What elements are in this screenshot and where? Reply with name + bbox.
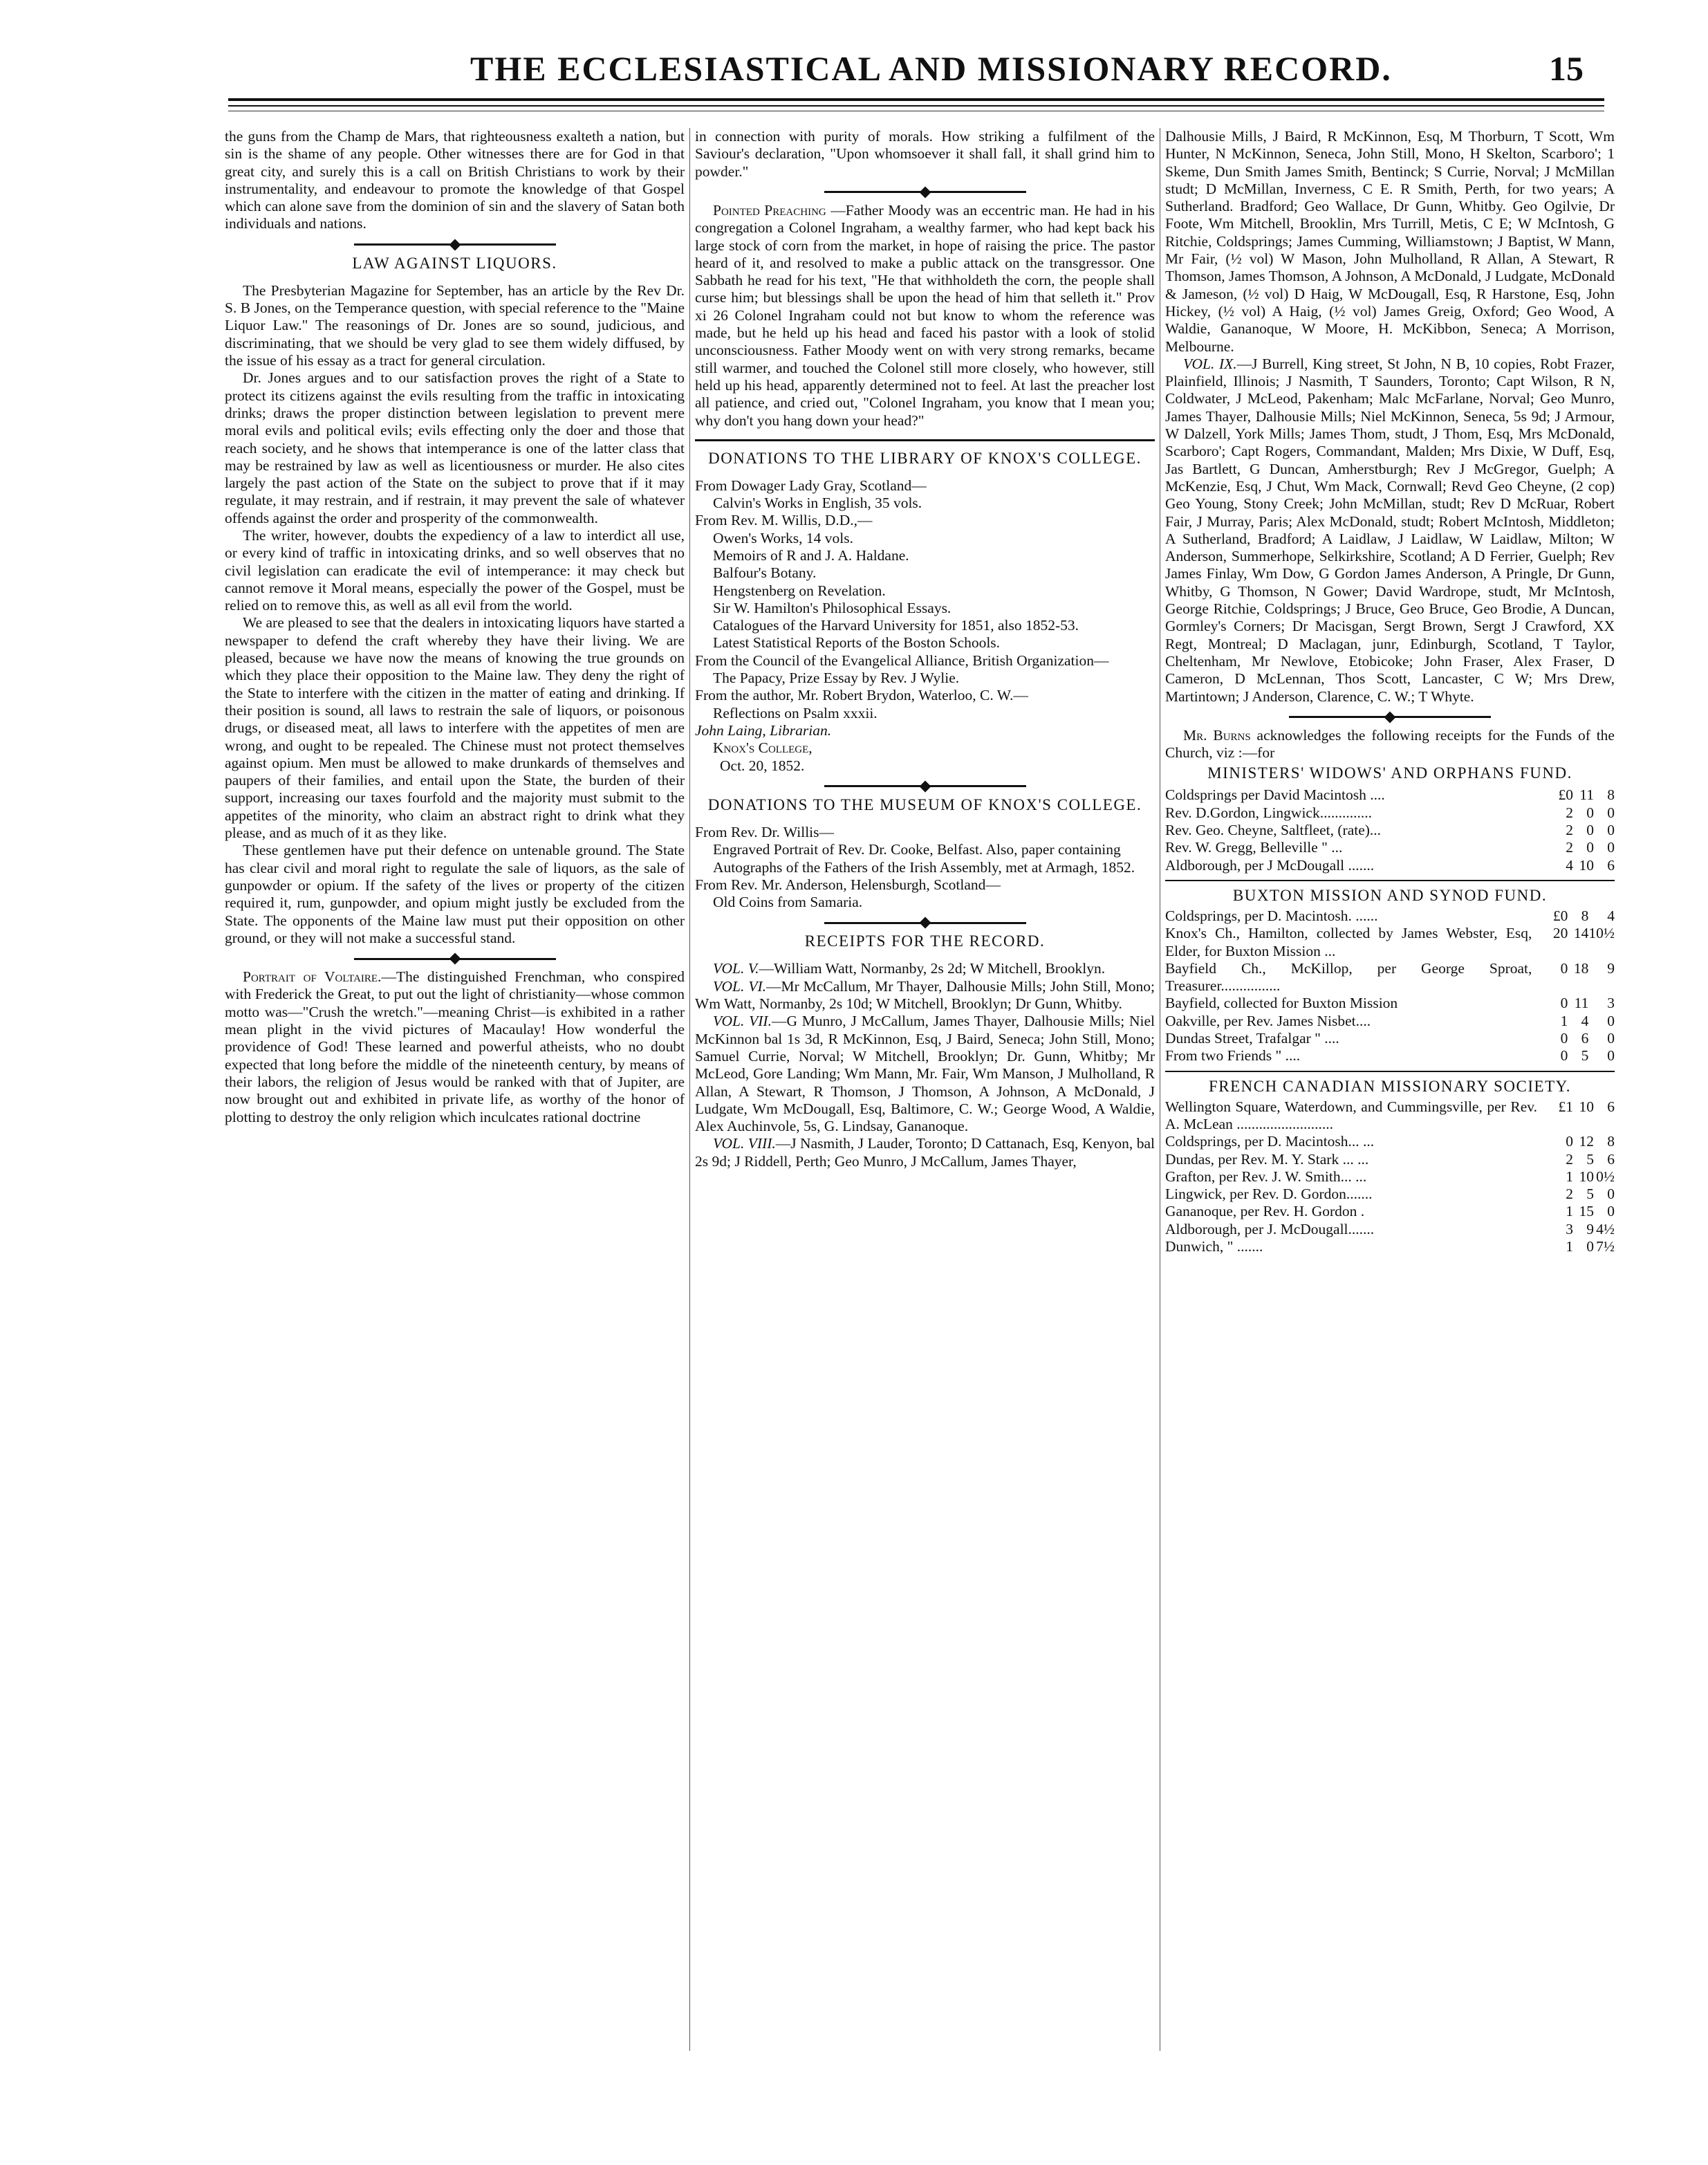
receipt-pounds: £1 <box>1558 1098 1573 1115</box>
ornament-divider <box>695 782 1155 791</box>
receipt-pence: 6 <box>1607 856 1615 874</box>
receipt-pounds: £0 <box>1552 907 1568 924</box>
receipt-shillings: 10 <box>1579 856 1594 874</box>
paragraph: Dr. Jones argues and to our satisfaction proves the right of a State to protect its citizens against the evils resulting from the traffic in intoxicating drinks; draws the proper distinction between legislation to prevent mere moral evils and political evils; evils effecting only the doer and those that reach society, and he shows that intemperance is one of the latter class that may be restrained by law as well as licentiousness or murder. He also cites largely the past action of the State on the subject to prove that if it may regulate, it may restrain, and if restrain, it may prevent the sale of whatever offends against the order and prosperity of the commonwealth. <box>225 369 685 526</box>
paragraph: The writer, however, doubts the expediency of a law to interdict all use, or every kind of traffic in intoxicating drinks, and so well observes that no civil legislation can eradicate the evil of intemperance: it may check but cannot remove it Moral means, especially the power of the Gospel, must be relied on to remove this, as well as all evil from the world. <box>225 527 685 614</box>
receipt-shillings: 5 <box>1581 1047 1589 1065</box>
museum-donations <box>695 824 1155 911</box>
receipt-pounds: 0 <box>1560 1030 1568 1047</box>
section-heading-widows: MINISTERS' WIDOWS' AND ORPHANS FUND. <box>1207 764 1572 782</box>
donation-item: Latest Statistical Reports of the Boston Schools. <box>713 634 1001 652</box>
receipt-pence: 3 <box>1607 995 1615 1012</box>
receipts-vol5 <box>695 960 1155 977</box>
receipt-pounds: 4 <box>1566 856 1573 874</box>
voltaire-heading: Portrait of Voltaire. <box>243 968 382 986</box>
moody-heading: Pointed Preaching <box>713 201 826 219</box>
receipt-pence: 10½ <box>1588 925 1615 942</box>
receipt-pence: 9 <box>1607 959 1615 977</box>
receipt-name: Bayfield Ch., McKillop, per George Sproat, Treasurer................ <box>1165 959 1532 995</box>
receipt-row <box>1165 857 1615 874</box>
receipt-pounds: 1 <box>1566 1168 1573 1185</box>
receipt-shillings: 8 <box>1581 907 1589 924</box>
receipt-shillings: 4 <box>1581 1012 1589 1029</box>
section-rule <box>1165 1071 1615 1072</box>
receipt-row <box>1165 1238 1615 1255</box>
column-divider <box>689 128 690 2051</box>
receipt-pence: 0 <box>1607 1047 1615 1065</box>
librarian-signature: John Laing, Librarian. <box>695 721 832 739</box>
column-left <box>225 128 685 2051</box>
receipt-pounds: 2 <box>1566 1150 1573 1168</box>
receipts-vol6 <box>695 978 1155 1013</box>
receipt-row <box>1165 1030 1615 1047</box>
receipt-pounds: 1 <box>1560 1012 1568 1029</box>
ornament-divider <box>695 187 1155 196</box>
receipt-pounds: 20 <box>1552 925 1568 942</box>
receipt-name: Lingwick, per Rev. D. Gordon....... <box>1165 1186 1373 1203</box>
moody-paragraph <box>695 202 1155 430</box>
receipt-name: Oakville, per Rev. James Nisbet.... <box>1165 1012 1371 1029</box>
burns-text: acknowledges the following receipts for the Funds of the Church, viz :—for <box>1165 726 1615 762</box>
receipt-row <box>1165 1221 1615 1238</box>
section-heading-library: DONATIONS TO THE LIBRARY OF KNOX'S COLLEGE. <box>708 449 1142 467</box>
donation-item: The Papacy, Prize Essay by Rev. J Wylie. <box>713 670 960 687</box>
receipt-pence: 6 <box>1607 1098 1615 1115</box>
vol-text: —William Watt, Normanby, 2s 2d; W Mitchell, Brooklyn. <box>759 960 1106 977</box>
ornament-divider <box>695 918 1155 927</box>
receipt-pence: 0 <box>1607 1012 1615 1029</box>
vol-text: —J Nasmith, J Lauder, Toronto; D Cattanach, Esq, Kenyon, bal 2s 9d; J Riddell, Perth; Geo Munro, J McCallum, James Thayer, <box>695 1135 1155 1170</box>
receipt-row <box>1165 960 1615 995</box>
vol-label: VOL. VII. <box>713 1013 772 1030</box>
receipt-pence: 4½ <box>1596 1220 1615 1237</box>
donation-item: Hengstenberg on Revelation. <box>713 582 886 599</box>
donor-line: From Rev. Mr. Anderson, Helensburgh, Scotland— <box>695 876 1001 893</box>
receipt-pence: 0 <box>1607 1186 1615 1203</box>
receipt-row <box>1165 822 1615 839</box>
receipt-name: Dunwich, " ....... <box>1165 1237 1263 1255</box>
buxton-fund-table <box>1165 908 1615 1065</box>
receipt-pounds: 0 <box>1560 1047 1568 1065</box>
receipt-shillings: 10 <box>1579 1098 1594 1115</box>
donation-item: Calvin's Works in English, 35 vols. <box>713 495 922 512</box>
receipt-row <box>1165 908 1615 925</box>
receipt-pence: 8 <box>1607 1133 1615 1150</box>
receipt-name: Wellington Square, Waterdown, and Cummingsville, per Rev. A. McLean .......................... <box>1165 1098 1537 1132</box>
receipt-row <box>1165 1203 1615 1220</box>
receipts-vol9 <box>1165 356 1615 706</box>
receipt-shillings: 14 <box>1573 925 1589 942</box>
vol-label: VOL. V. <box>713 960 759 977</box>
dateline-date: Oct. 20, 1852. <box>720 757 805 774</box>
receipt-name: Rev. Geo. Cheyne, Saltfleet, (rate)... <box>1165 822 1382 839</box>
receipt-row <box>1165 804 1615 822</box>
header-rule <box>228 98 1604 101</box>
receipt-name: Aldborough, per J. McDougall....... <box>1165 1220 1375 1237</box>
receipt-pounds: 3 <box>1566 1220 1573 1237</box>
receipt-row <box>1165 1098 1615 1134</box>
receipt-pence: 0 <box>1607 839 1615 856</box>
vol-label: VOL. IX. <box>1183 355 1237 372</box>
paragraph: We are pleased to see that the dealers in intoxicating liquors have started a newspaper to defend the craft whereby they have their living. We are pleased, because we have now the means of knowing the true grounds on which they place their opposition to the Maine law. They deny the right of the State to interfere with the citizen in the matter of eating and drinking. If their position is sound, all laws to restrain the sale of liquors, or poisonous drugs, or diseased meat, all laws to interfere with the appetites of men are wrong, and ought to be repealed. The Chinese must not protect themselves against opium. Men must be allowed to make drunkards of themselves and paupers of their families, and entail upon the State, the burden of their support, increasing our taxes fourfold and the majority must submit to the appetites of the minority, who claim an abstract right to drink what they please, and as much of it as they like. <box>225 614 685 842</box>
donor-line: From the author, Mr. Robert Brydon, Waterloo, C. W.— <box>695 687 1028 704</box>
receipt-pounds: 2 <box>1566 804 1573 821</box>
receipt-pounds: 1 <box>1566 1237 1573 1255</box>
receipts-vol8 <box>695 1135 1155 1170</box>
section-heading-liquors: LAW AGAINST LIQUORS. <box>352 254 557 272</box>
section-heading-french: FRENCH CANADIAN MISSIONARY SOCIETY. <box>1208 1077 1572 1095</box>
vol-label: VOL. VI. <box>713 977 767 995</box>
page-title: THE ECCLESIASTICAL AND MISSIONARY RECORD. <box>470 49 1392 88</box>
receipt-name: From two Friends " .... <box>1165 1047 1301 1065</box>
vol-label: VOL. VIII. <box>713 1135 776 1152</box>
donation-item: Catalogues of the Harvard University for 1851, also 1852-53. <box>713 617 1079 634</box>
moody-text: —Father Moody was an eccentric man. He had in his congregation a Colonel Ingraham, a wealthy farmer, who had kept back his large stock of corn from the market, in hope of raising the price. The pastor heard of it, and resolved to make a public attack on the transgressor. One Sabbath he read for his text, "He that withholdeth the corn, the people shall curse him; but blessings shall be upon the head of him that selleth it." Prov xi 26 Colonel Ingraham could not but know to whom the reference was made, but he held up his head and faced his pastor with a look of stolid unconsciousness. Father Moody went on with very strong remarks, became still warmer, and touched the Colonel still more closely, who however, still held up his head, apparently determined not to feel. At last the preacher lost all patience, and cried out, "Colonel Ingraham, you know that I mean you; why don't you hang down your head?" <box>695 201 1155 429</box>
receipt-shillings: 0 <box>1586 1237 1594 1255</box>
donation-item: Old Coins from Samaria. <box>713 894 863 911</box>
receipt-name: Gananoque, per Rev. H. Gordon . <box>1165 1203 1365 1220</box>
receipt-shillings: 11 <box>1574 995 1589 1012</box>
receipt-pence: 6 <box>1607 1150 1615 1168</box>
receipt-name: Dundas, per Rev. M. Y. Stark ... ... <box>1165 1150 1369 1168</box>
voltaire-paragraph <box>225 968 685 1126</box>
receipt-name: Grafton, per Rev. J. W. Smith... ... <box>1165 1168 1367 1185</box>
section-rule <box>695 439 1155 441</box>
receipt-pence: 7½ <box>1596 1237 1615 1255</box>
receipt-name: Knox's Ch., Hamilton, collected by James Webster, Esq, Elder, for Buxton Mission ... <box>1165 925 1532 959</box>
receipt-name: Rev. W. Gregg, Belleville " ... <box>1165 839 1343 856</box>
receipt-pounds: 2 <box>1566 1186 1573 1203</box>
burns-acknowledgement <box>1165 727 1615 762</box>
section-rule <box>1165 880 1615 881</box>
receipt-name: Coldsprings, per D. Macintosh. ...... <box>1165 907 1378 924</box>
page-header <box>207 48 1584 97</box>
receipt-row <box>1165 1133 1615 1150</box>
receipt-name: Coldsprings, per D. Macintosh... ... <box>1165 1133 1375 1150</box>
section-heading-receipts: RECEIPTS FOR THE RECORD. <box>804 932 1046 950</box>
receipt-pounds: £0 <box>1558 786 1573 804</box>
receipt-row <box>1165 839 1615 856</box>
receipt-shillings: 0 <box>1586 804 1594 821</box>
receipt-pence: 4 <box>1607 907 1615 924</box>
widows-fund-table <box>1165 786 1615 874</box>
vol-text: —G Munro, J McCallum, James Thayer, Dalhousie Mills; Niel McKinnon bal 1s 3d, R McKinnon, Esq, J Baird, Seneca; John Still, Mono; Samuel Currie, Norval; W Mitchell, Brooklyn; Dr. Gunn, Whitby; Mr McLeod, Gore Landing; Wm Mann, Mr. Fair, Wm Manson, J Mulholland, R Allan, A Stewart, R Thomson, J Thomson, A Johnson, A McDonald, J Ludgate, Wm McDougall, Esq, Baltimore, C. W.; George Wood, A Waldie, Alex Auchinvole, 5s, G. Lindsay, Gananoque. <box>695 1013 1155 1135</box>
receipt-shillings: 9 <box>1586 1220 1594 1237</box>
page-number: 15 <box>1549 49 1584 88</box>
receipt-pence: 0 <box>1607 1203 1615 1220</box>
receipt-pounds: 0 <box>1560 959 1568 977</box>
receipt-shillings: 0 <box>1586 822 1594 839</box>
receipt-name: Rev. D.Gordon, Lingwick.............. <box>1165 804 1372 821</box>
receipt-shillings: 5 <box>1586 1186 1594 1203</box>
paragraph: These gentlemen have put their defence on untenable ground. The State has clear civil and moral right to regulate the sale of liquors, as the sale of gunpowder or opium. If the safety of the lives or property of the citizen required it, rum, gunpowder, and opium might justly be excluded from the State. The opponents of the Maine law must put their opposition on other ground, or they will not make a successful stand. <box>225 842 685 946</box>
library-donations <box>695 477 1155 775</box>
donation-item: Balfour's Botany. <box>713 564 817 582</box>
header-rule-double <box>228 105 1604 107</box>
receipt-shillings: 10 <box>1579 1168 1594 1185</box>
receipt-shillings: 5 <box>1586 1150 1594 1168</box>
receipt-pence: 0 <box>1607 804 1615 821</box>
donation-item: Owen's Works, 14 vols. <box>713 529 854 546</box>
receipt-shillings: 11 <box>1579 786 1594 804</box>
receipt-row <box>1165 786 1615 804</box>
receipt-row <box>1165 1151 1615 1168</box>
receipt-pence: 0½ <box>1596 1168 1615 1185</box>
receipt-row <box>1165 1186 1615 1203</box>
receipts-vol7 <box>695 1013 1155 1135</box>
donor-line: From Rev. M. Willis, D.D.,— <box>695 512 873 529</box>
dateline-place: Knox's College, <box>713 739 813 757</box>
receipts-continued: Dalhousie Mills, J Baird, R McKinnon, Esq, M Thorburn, T Scott, Wm Hunter, N McKinnon, Seneca, John Still, Mono, H Skelton, Scarboro'; 1 Skeme, Dun Smith James Smith, Bentinck; S Currie, Norval; J McMillan studt; D McMillan, Inverness, C E. R Smith, Perth, for two years; A Sutherland. Bradford; Geo Wallace, Dr Gunn, Whitby. Geo Ogilvie, Dr Foote, Wm Mitchell, Brooklin, Mrs Turrill, Metis, C E; W McIntosh, G Ritchie, Coldsprings; James Cumming, Williamstown; J Baptist, W Mann, Mr Fair, (½ vol) W Mason, John Mulholland, R Allan, A Stewart, R Thomson, James Thomson, A Johnson, A McDonald, J Ludgate, McDonald & Jameson, (½ vol) D Haig, W McDougall, Esq, R Harstone, Esq, John Hickey, (½ vol) A Haig, (½ vol) James Greig, Oxford; Geo Wood, A Waldie, Gananoque, W Moore, H. McKibbon, Seneca; A Morrison, Melbourne. <box>1165 128 1615 355</box>
donor-line: From Dowager Lady Gray, Scotland— <box>695 477 927 494</box>
receipt-name: Dundas Street, Trafalgar " .... <box>1165 1030 1339 1047</box>
vol-text: —Mr McCallum, Mr Thayer, Dalhousie Mills; John Still, Mono; Wm Watt, Normanby, 2s 10d; W Mitchell, Brooklyn; Dr Gunn, Whitby. <box>695 977 1155 1013</box>
donation-item: Engraved Portrait of Rev. Dr. Cooke, Belfast. Also, paper containing Autographs of the Fathers of the Irish Assembly, met at Armagh, 1852. <box>713 841 1135 876</box>
donation-item: Reflections on Psalm xxxii. <box>713 704 878 721</box>
receipt-shillings: 6 <box>1581 1030 1589 1047</box>
ornament-divider <box>225 954 685 963</box>
paragraph: The Presbyterian Magazine for September, has an article by the Rev Dr. S. B Jones, on the Temperance question, with special reference to the "Maine Liquor Law." The reasonings of Dr. Jones are so sound, judicious, and discriminating, that we should be very glad to see them widely diffused, by the issue of his essay as a tract for general circulation. <box>225 282 685 369</box>
donation-item: Memoirs of R and J. A. Haldane. <box>713 547 909 564</box>
column-right <box>1165 128 1615 2051</box>
donor-line: From the Council of the Evangelical Alliance, British Organization— <box>695 652 1109 669</box>
receipt-name: Aldborough, per J McDougall ....... <box>1165 856 1375 874</box>
burns-heading: Mr. Burns <box>1183 726 1251 744</box>
receipt-pounds: 0 <box>1560 995 1568 1012</box>
article-end: in connection with purity of morals. How striking a fulfilment of the Saviour's declaration, "Upon whomsoever it shall fall, it shall grind him to powder." <box>695 128 1155 180</box>
receipt-pounds: 0 <box>1566 1133 1573 1150</box>
section-heading-museum: DONATIONS TO THE MUSEUM OF KNOX'S COLLEGE. <box>707 795 1142 813</box>
donation-item: Sir W. Hamilton's Philosophical Essays. <box>713 599 952 616</box>
receipt-pounds: 2 <box>1566 822 1573 839</box>
voltaire-text: —The distinguished Frenchman, who conspired with Frederick the Great, to put out the light of christianity—whose common motto was—"Crush the wretch."—meaning Christ—is exhibited in a rather mean plight in the vivid pictures of Macaulay! How wonderful the providence of God! These learned and powerful atheists, who no doubt expected that long before the middle of the nineteenth century, by means of their labors, the religion of Jesus would be ranked with that of Jupiter, are now brought out and exhibited in private life, as worthy of the honor of plotting to destroy the only religion which inculcates rational doctrine <box>225 968 685 1125</box>
receipt-shillings: 12 <box>1579 1133 1594 1150</box>
receipt-shillings: 15 <box>1579 1203 1594 1220</box>
receipt-name: Coldsprings per David Macintosh .... <box>1165 786 1385 804</box>
receipt-row <box>1165 1047 1615 1065</box>
receipt-row <box>1165 1013 1615 1030</box>
french-society-table <box>1165 1098 1615 1256</box>
column-middle <box>695 128 1155 2051</box>
receipt-row <box>1165 925 1615 960</box>
donor-line: From Rev. Dr. Willis— <box>695 823 835 840</box>
receipt-row <box>1165 995 1615 1012</box>
receipt-pence: 0 <box>1607 1030 1615 1047</box>
vol-text: —J Burrell, King street, St John, N B, 10 copies, Robt Frazer, Plainfield, Illinois; J Nasmith, T Saunders, Toronto; Capt Wilson, R N, Coldwater, J McLeod, Pakenham; Malc McFarlane, Norval; Geo Munro, James Thayer, Dalhousie Mills; Niel McKinnon, Seneca, 5s 9d; J Armour, W Dalzell, York Mills; James Thom, studt, J Thom, Esq, Mrs McDonald, Scarboro'; Capt Rogers, Commandant, Malden; Mrs Dixie, W Duff, Esq, Jas Bartlett, G Duncan, Amherstburgh; Rev J McGregor, Guelph; A McKenzie, Esq, J Chut, Wm Mack, Cornwall; Revd Geo Cheyne, (2 cop) Geo Young, Stony Creek; John McMillan, studt; Rev D McRuar, Robert Fair, J Murray, Paris; Alex McDonald, studt; Robert McIntosh, Middleton; A Sutherland, Bradford; A Laidlaw, J Laidlaw, W Laidlaw, Milton; W Anderson, Summerhope, Selkirkshire, Scotland; A D Ferrier, Guelph; Rev James Finlay, Wm Dow, G Gordon James Anderson, A Pringle, Dr Gunn, Whitby, G Thomson, N Gower; David Wardrope, studt, Mr McIntosh, George Ritchie, Coldsprings; J Bruce, Geo Bruce, Geo Brodie, A Duncan, Gormley's Corners; Dr Macisgan, Sergt Brown, Sergt J Crawford, XX Regt, Montreal; D Maclagan, junr, Edinburgh, Scotland, T Taylor, Cheltenham, Mr Newlove, Etobicoke; John Fraser, Alex Fraser, D Cameron, D McLennan, Thos Scott, Lancaster, C W; Mrs Drew, Martintown; J Anderson, Clarence, C. W.; T Whyte. <box>1165 355 1615 705</box>
ornament-divider <box>1165 712 1615 721</box>
section-heading-buxton: BUXTON MISSION AND SYNOD FUND. <box>1232 886 1548 904</box>
receipt-row <box>1165 1168 1615 1186</box>
receipt-pence: 8 <box>1607 786 1615 804</box>
receipt-shillings: 0 <box>1586 839 1594 856</box>
receipt-pounds: 2 <box>1566 839 1573 856</box>
receipt-pounds: 1 <box>1566 1203 1573 1220</box>
ornament-divider <box>225 240 685 249</box>
receipt-pence: 0 <box>1607 822 1615 839</box>
receipt-shillings: 18 <box>1573 959 1589 977</box>
paris-article-end: the guns from the Champ de Mars, that righteousness exalteth a nation, but sin is the shame of any people. Other witnesses there are for God in that great city, and surely this is a call on British Christians to work by their instrumentality, and endeavour to promote the knowledge of that Gospel which can alone save from the dominion of sin and the slavery of Satan both individuals and nations. <box>225 128 685 232</box>
receipt-name: Bayfield, collected for Buxton Mission <box>1165 995 1398 1012</box>
